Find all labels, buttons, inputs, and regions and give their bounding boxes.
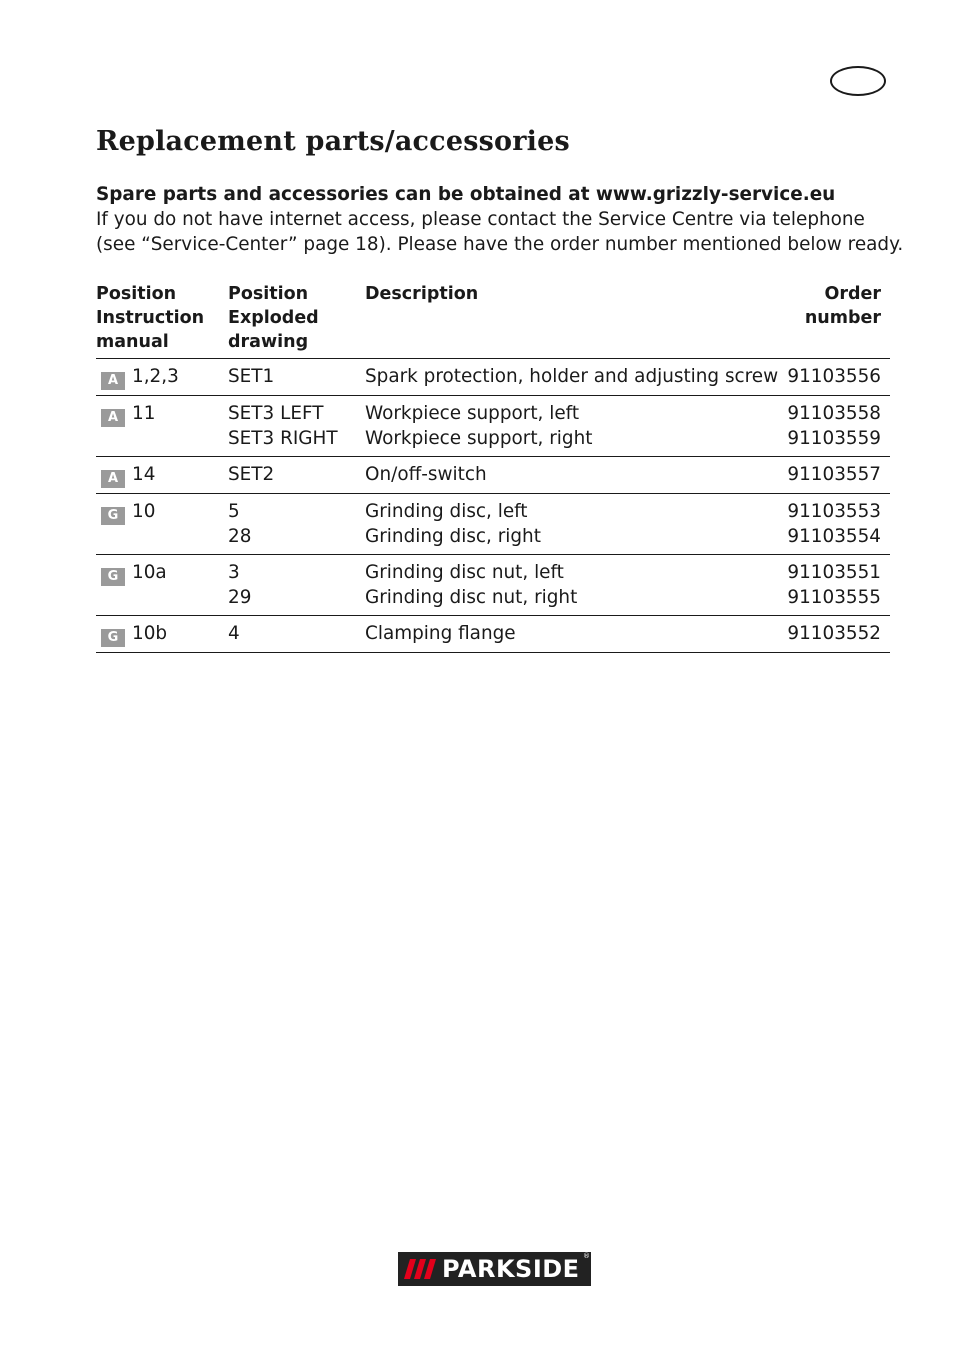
parts-table-body bbox=[96, 359, 890, 653]
cell-description bbox=[365, 616, 770, 653]
figure-badge: A bbox=[101, 409, 125, 427]
cell-order-number bbox=[770, 616, 890, 653]
logo-brand-text: PARKSIDE bbox=[442, 1255, 580, 1283]
header-position-drawing: Position Exploded drawing bbox=[228, 282, 365, 359]
cell-position-drawing bbox=[228, 457, 365, 494]
table-row bbox=[96, 359, 890, 396]
cell-order-number-line: 91103556 bbox=[787, 366, 881, 387]
parkside-stripes-icon bbox=[404, 1256, 438, 1282]
cell-order-number-line: 91103553 bbox=[787, 501, 881, 522]
cell-position-manual bbox=[96, 494, 228, 555]
intro-line-1: If you do not have internet access, please contact the Service Centre via telephone bbox=[96, 209, 865, 230]
cell-position-drawing-line: 3 bbox=[228, 562, 240, 583]
cell-position-drawing bbox=[228, 555, 365, 616]
cell-order-number bbox=[770, 494, 890, 555]
cell-position-manual bbox=[96, 359, 228, 396]
cell-position-manual bbox=[96, 457, 228, 494]
figure-badge: G bbox=[101, 568, 125, 586]
cell-position-drawing-line: 4 bbox=[228, 623, 240, 644]
intro-text bbox=[96, 182, 904, 257]
cell-order-number bbox=[770, 555, 890, 616]
cell-description bbox=[365, 396, 770, 457]
cell-description-line: Spark protection, holder and adjusting screw bbox=[365, 366, 779, 387]
position-manual-value: 10 bbox=[132, 501, 156, 522]
cell-description-line: Grinding disc, right bbox=[365, 526, 541, 547]
figure-badge: A bbox=[101, 470, 125, 488]
cell-description bbox=[365, 555, 770, 616]
table-row bbox=[96, 396, 890, 457]
cell-order-number-line: 91103551 bbox=[787, 562, 881, 583]
position-manual-value: 14 bbox=[132, 464, 156, 485]
intro-bold-line: Spare parts and accessories can be obtained at www.grizzly-service.eu bbox=[96, 184, 836, 205]
figure-badge: G bbox=[101, 507, 125, 525]
cell-description bbox=[365, 359, 779, 396]
header-order-number: Order number bbox=[770, 282, 890, 359]
cell-position-drawing bbox=[228, 494, 365, 555]
cell-description-line: Grinding disc nut, left bbox=[365, 562, 564, 583]
cell-position-drawing bbox=[228, 396, 365, 457]
cell-order-number-line: 91103555 bbox=[787, 587, 881, 608]
intro-line-2: (see “Service-Center” page 18). Please have the order number mentioned below ready. bbox=[96, 234, 904, 255]
page-title: Replacement parts/accessories bbox=[96, 126, 570, 157]
position-manual-value: 10b bbox=[132, 623, 168, 644]
cell-position-drawing-line: SET3 RIGHT bbox=[228, 428, 338, 449]
figure-badge: G bbox=[101, 629, 125, 647]
parts-table bbox=[96, 282, 890, 653]
header-position-manual: Position Instruction manual bbox=[96, 282, 228, 359]
cell-position-manual bbox=[96, 616, 228, 653]
cell-position-drawing bbox=[228, 616, 365, 653]
cell-position-drawing-line: SET1 bbox=[228, 366, 275, 387]
cell-description bbox=[365, 457, 770, 494]
cell-position-drawing-line: 29 bbox=[228, 587, 252, 608]
cell-position-drawing bbox=[228, 359, 365, 396]
cell-description-line: Grinding disc nut, right bbox=[365, 587, 578, 608]
cell-description-line: Workpiece support, right bbox=[365, 428, 593, 449]
table-row bbox=[96, 457, 890, 494]
cell-order-number-line: 91103559 bbox=[787, 428, 881, 449]
table-row bbox=[96, 555, 890, 616]
cell-position-manual bbox=[96, 555, 228, 616]
cell-order-number-line: 91103554 bbox=[787, 526, 881, 547]
registered-mark: ® bbox=[583, 1252, 590, 1260]
position-manual-value: 1,2,3 bbox=[132, 366, 179, 387]
parkside-logo bbox=[398, 1252, 591, 1286]
figure-badge: A bbox=[101, 372, 125, 390]
position-manual-value: 10a bbox=[132, 562, 167, 583]
header-description: Description bbox=[365, 282, 770, 359]
table-row bbox=[96, 494, 890, 555]
cell-description bbox=[365, 494, 770, 555]
cell-order-number bbox=[770, 396, 890, 457]
cell-description-line: Clamping flange bbox=[365, 623, 516, 644]
cell-order-number-line: 91103558 bbox=[787, 403, 881, 424]
table-row bbox=[96, 616, 890, 653]
cell-description-line: Grinding disc, left bbox=[365, 501, 528, 522]
cell-position-drawing-line: 28 bbox=[228, 526, 252, 547]
cell-position-drawing-line: 5 bbox=[228, 501, 240, 522]
cell-position-drawing-line: SET3 LEFT bbox=[228, 403, 324, 424]
cell-description-line: Workpiece support, left bbox=[365, 403, 580, 424]
cell-order-number-line: 91103557 bbox=[787, 464, 881, 485]
position-manual-value: 11 bbox=[132, 403, 156, 424]
cell-order-number bbox=[770, 359, 890, 396]
cell-position-manual bbox=[96, 396, 228, 457]
cell-description-line: On/off-switch bbox=[365, 464, 487, 485]
table-header-row bbox=[96, 282, 890, 359]
language-indicator-oval bbox=[830, 66, 886, 96]
cell-position-drawing-line: SET2 bbox=[228, 464, 275, 485]
cell-order-number bbox=[770, 457, 890, 494]
cell-order-number-line: 91103552 bbox=[787, 623, 881, 644]
